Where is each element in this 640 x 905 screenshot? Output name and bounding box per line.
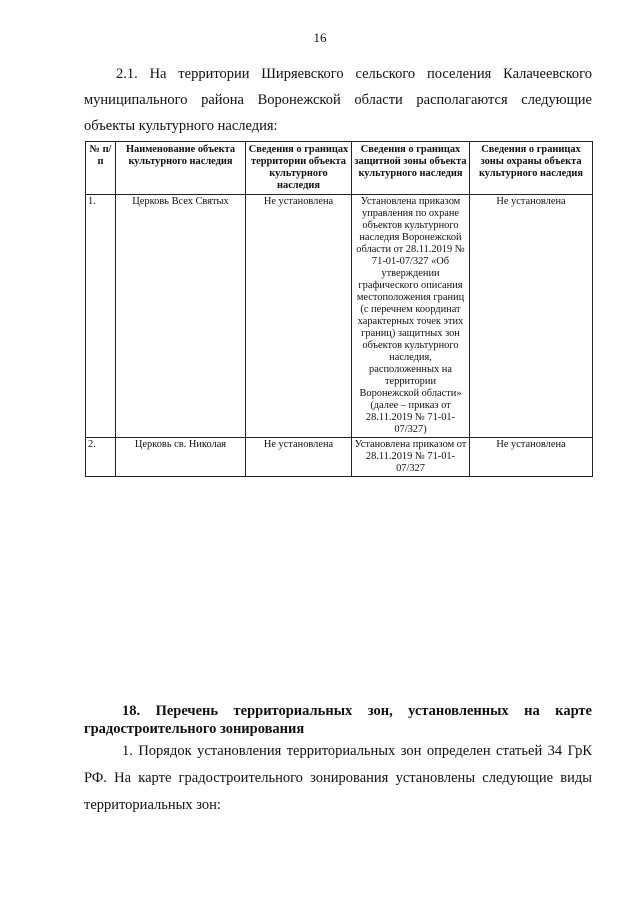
protective-zone-info: Установлена приказом от 28.11.2019 № 71-01-07/327 — [352, 438, 470, 477]
row-number: 1. — [86, 195, 116, 438]
intro-paragraph — [84, 61, 592, 139]
security-zone-info: Не установлена — [470, 195, 593, 438]
territory-info: Не установлена — [246, 438, 352, 477]
table-row — [86, 438, 593, 477]
table-header-row — [86, 142, 593, 195]
protective-zone-info: Установлена приказом управления по охране объектов культурного наследия Воронежской области от 28.11.2019 № 71-01-07/327 «Об утверждении графического описания местоположения границ (с перечнем координат характерных точек этих границ) защитных зон объектов культурного наследия, расположенных на территории Воронежской области» (далее – приказ от 28.11.2019 № 71-01-07/327) — [352, 195, 470, 438]
security-zone-info: Не установлена — [470, 438, 593, 477]
heritage-objects-table — [85, 141, 593, 477]
row-number: 2. — [86, 438, 116, 477]
header-territory-boundaries: Сведения о границах территории объекта культурного наследия — [246, 142, 352, 195]
object-name: Церковь Всех Святых — [116, 195, 246, 438]
header-number: № п/п — [86, 142, 116, 195]
header-security-zone: Сведения о границах зоны охраны объекта культурного наследия — [470, 142, 593, 195]
object-name: Церковь св. Николая — [116, 438, 246, 477]
body-paragraph-text: 1. Порядок установления территориальных зон определен статьей 34 ГрК РФ. На карте градостроительного зонирования установлены следующие виды территориальных зон: — [84, 743, 592, 813]
territory-info: Не установлена — [246, 195, 352, 438]
page-number: 16 — [313, 30, 327, 45]
intro-text: 2.1. На территории Ширяевского сельского поселения Калачеевского муниципального района Воронежской области располагаются следующие объекты культурного наследия: — [84, 66, 592, 134]
header-object-name: Наименование объекта культурного наследия — [116, 142, 246, 195]
header-protective-zone: Сведения о границах защитной зоны объекта культурного наследия — [352, 142, 470, 195]
section-heading-text: 18. Перечень территориальных зон, установленных на карте градостроительного зонирования — [84, 703, 592, 737]
table-row — [86, 195, 593, 438]
body-paragraph — [84, 738, 592, 819]
section-heading — [84, 702, 592, 738]
